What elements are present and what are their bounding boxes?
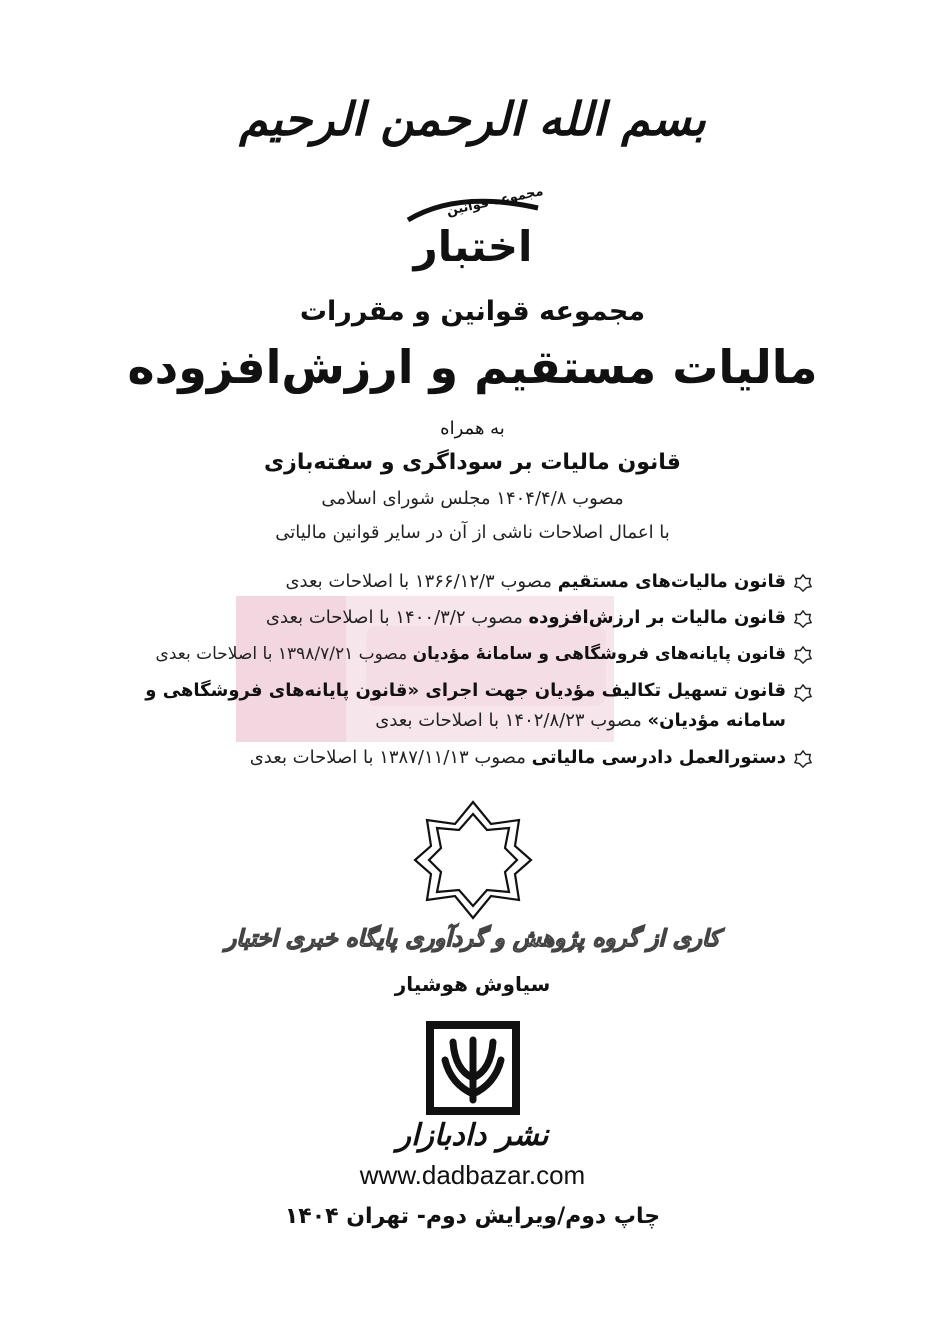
law-name: قانون پایانه‌های فروشگاهی و سامانهٔ مؤدیان xyxy=(412,644,786,664)
publisher-name: نشر دادبازار xyxy=(396,1118,549,1153)
amendments-line: با اعمال اصلاحات ناشی از آن در سایر قوانین مالیاتی xyxy=(275,522,670,543)
bismillah-calligraphy: بسم الله الرحمن الرحیم xyxy=(239,92,706,146)
law-details: مصوب ۱۳۸۷/۱۱/۱۳ با اصلاحات بعدی xyxy=(249,747,532,768)
law-details: مصوب ۱۴۰۰/۳/۲ با اصلاحات بعدی xyxy=(265,607,529,628)
octagram-bullet-icon xyxy=(794,574,812,592)
workgroup-credit: کاری از گروه پژوهش و گردآوری پایگاه خبری اختبار xyxy=(225,926,720,952)
publisher-logo-icon xyxy=(425,1020,521,1116)
list-item xyxy=(100,636,812,672)
law-name: قانون مالیات‌های مستقیم xyxy=(557,571,786,592)
octagram-bullet-icon xyxy=(794,684,812,702)
series-small-label: مجموعه قوانین xyxy=(445,183,545,220)
law-title: قانون مالیات بر سوداگری و سفته‌بازی xyxy=(264,450,681,475)
list-item xyxy=(100,600,812,636)
law-list xyxy=(100,564,812,776)
list-item xyxy=(100,672,812,740)
list-item xyxy=(100,564,812,600)
law-details: مصوب ۱۴۰۲/۸/۲۳ با اصلاحات بعدی xyxy=(375,710,648,731)
octagram-bullet-icon xyxy=(794,610,812,628)
author-name: سیاوش هوشیار xyxy=(394,972,551,996)
subtitle: مجموعه قوانین و مقررات xyxy=(299,296,646,327)
law-name: قانون تسهیل تکالیف مؤدیان جهت اجرای «قانون پایانه‌های فروشگاهی و سامانه مؤدیان» xyxy=(145,680,786,731)
along-label: به همراه xyxy=(440,418,505,439)
law-details: مصوب ۱۳۶۶/۱۲/۳ با اصلاحات بعدی xyxy=(285,571,558,592)
edition-info: چاپ دوم/ویرایش دوم- تهران ۱۴۰۴ xyxy=(284,1204,661,1229)
approval-line: مصوب ۱۴۰۴/۴/۸ مجلس شورای اسلامی xyxy=(321,488,624,509)
series-big-label: اختبار xyxy=(413,222,533,271)
website-url: www.dadbazar.com xyxy=(359,1160,586,1190)
octagram-bullet-icon xyxy=(794,750,812,768)
law-details: مصوب ۱۳۹۸/۷/۲۱ با اصلاحات بعدی xyxy=(155,644,413,664)
list-item xyxy=(100,740,812,776)
law-name: قانون مالیات بر ارزش‌افزوده xyxy=(528,607,786,628)
octagram-ornament-icon xyxy=(413,800,533,920)
octagram-bullet-icon xyxy=(794,646,812,664)
main-title: مالیات مستقیم و ارزش‌افزوده xyxy=(127,340,818,394)
law-name: دستورالعمل دادرسی مالیاتی xyxy=(531,747,786,768)
